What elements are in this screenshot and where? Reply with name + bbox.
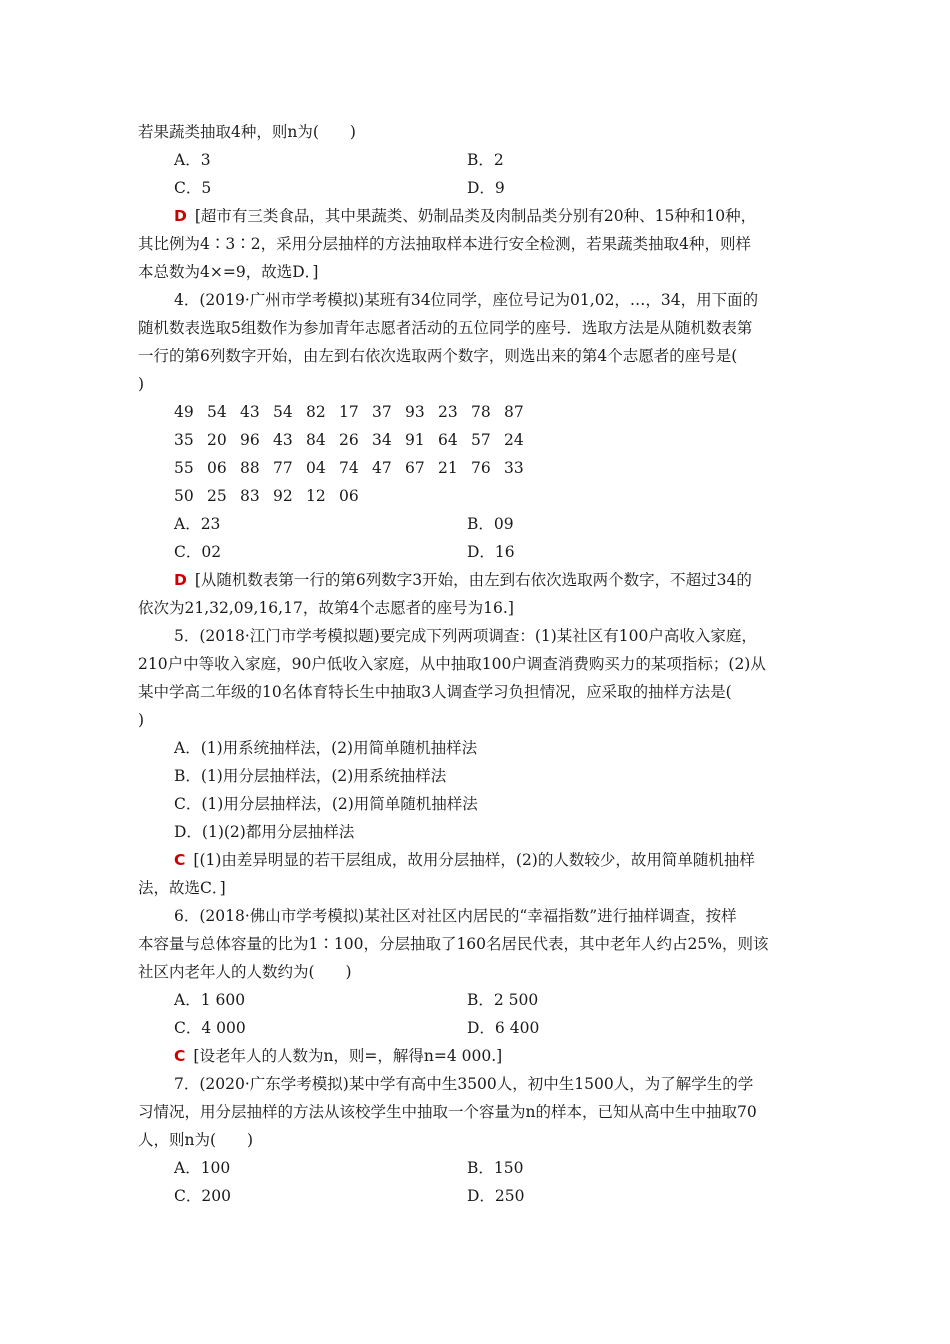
q3-option-d: D．9 bbox=[467, 179, 505, 197]
q5-answer: C bbox=[174, 851, 186, 869]
q4-option-b: B．09 bbox=[467, 515, 514, 533]
q3-options-row-2 bbox=[138, 174, 818, 202]
q7-option-c: C．200 bbox=[174, 1187, 231, 1205]
random-table-row-1: 49 54 43 54 82 17 37 93 23 78 87 bbox=[174, 403, 524, 421]
q4-answer: D bbox=[174, 571, 187, 589]
q3-explanation-line-1: D [超市有三类食品，其中果蔬类、奶制品类及肉制品类分别有20种、15种和10种， bbox=[174, 207, 757, 225]
q5-stem-line-3: 某中学高二年级的10名体育特长生中抽取3人调查学习负担情况，应采取的抽样方法是( bbox=[138, 683, 732, 701]
random-table-row-2: 35 20 96 43 84 26 34 91 64 57 24 bbox=[174, 431, 524, 449]
q5-stem-line-1: 5．(2018·江门市学考模拟题)要完成下列两项调查：(1)某社区有100户高收入家庭， bbox=[174, 627, 757, 645]
q3-option-c: C．5 bbox=[174, 179, 212, 197]
document-page bbox=[138, 118, 818, 1210]
q7-options-row-1 bbox=[138, 1154, 818, 1182]
q6-stem-line-3: 社区内老年人的人数约为( ) bbox=[138, 963, 352, 981]
q7-option-d: D．250 bbox=[467, 1187, 525, 1205]
q4-option-d: D．16 bbox=[467, 543, 515, 561]
q4-options-row-2 bbox=[138, 538, 818, 566]
q4-options-row-1 bbox=[138, 510, 818, 538]
q6-option-a: A．1 600 bbox=[174, 991, 246, 1009]
q5-stem-line-2: 210户中等收入家庭，90户低收入家庭，从中抽取100户调查消费购买力的某项指标；(2)从 bbox=[138, 655, 766, 673]
q4-stem-line-3: 一行的第6列数字开始，由左到右依次选取两个数字，则选出来的第4个志愿者的座号是( bbox=[138, 347, 738, 365]
q5-stem-line-4: ) bbox=[138, 711, 145, 729]
q7-options-row-2 bbox=[138, 1182, 818, 1210]
q4-stem-line-2: 随机数表选取5组数作为参加青年志愿者活动的五位同学的座号．选取方法是从随机数表第 bbox=[138, 319, 753, 337]
q3-option-a: A．3 bbox=[174, 151, 211, 169]
q4-explanation-line-1: D [从随机数表第一行的第6列数字3开始，由左到右依次选取两个数字，不超过34的 bbox=[174, 571, 752, 589]
random-table-row-3: 55 06 88 77 04 74 47 67 21 76 33 bbox=[174, 459, 524, 477]
q4-explanation-line-2: 依次为21,32,09,16,17，故第4个志愿者的座号为16.] bbox=[138, 599, 514, 617]
q4-option-c: C．02 bbox=[174, 543, 222, 561]
q3-answer: D bbox=[174, 207, 187, 225]
q6-stem-line-1: 6．(2018·佛山市学考模拟)某社区对社区内居民的“幸福指数”进行抽样调查，按样 bbox=[174, 907, 737, 925]
q6-options-row-2 bbox=[138, 1014, 818, 1042]
q6-stem-line-2: 本容量与总体容量的比为1∶100，分层抽取了160名居民代表，其中老年人约占25%，则该 bbox=[138, 935, 769, 953]
q3-stem-tail: 若果蔬类抽取4种，则n为( ) bbox=[138, 123, 356, 141]
q3-options-row-1 bbox=[138, 146, 818, 174]
q3-explanation-line-2: 其比例为4∶3∶2，采用分层抽样的方法抽取样本进行安全检测，若果蔬类抽取4种，则样 bbox=[138, 235, 751, 253]
q6-answer: C bbox=[174, 1047, 186, 1065]
q7-stem-line-3: 人，则n为( ) bbox=[138, 1131, 254, 1149]
q4-stem-line-1: 4．(2019·广州市学考模拟)某班有34位同学，座位号记为01,02，…，34，用下面的 bbox=[174, 291, 759, 309]
q6-option-d: D．6 400 bbox=[467, 1019, 540, 1037]
q5-option-a: A．(1)用系统抽样法，(2)用简单随机抽样法 bbox=[174, 739, 478, 757]
q4-option-a: A．23 bbox=[174, 515, 221, 533]
q3-explanation-line-3: 本总数为4×=9，故选D．] bbox=[138, 263, 319, 281]
q5-explanation-line-2: 法，故选C．] bbox=[138, 879, 226, 897]
q4-stem-line-4: ) bbox=[138, 375, 145, 393]
q5-explanation-line-1: C [(1)由差异明显的若干层组成，故用分层抽样，(2)的人数较少，故用简单随机抽样 bbox=[174, 851, 755, 869]
random-table-row-4: 50 25 83 92 12 06 bbox=[174, 487, 359, 505]
q5-option-c: C．(1)用分层抽样法，(2)用简单随机抽样法 bbox=[174, 795, 478, 813]
q6-option-b: B．2 500 bbox=[467, 991, 539, 1009]
q5-option-d: D．(1)(2)都用分层抽样法 bbox=[174, 823, 355, 841]
q3-option-b: B．2 bbox=[467, 151, 504, 169]
q7-option-a: A．100 bbox=[174, 1159, 231, 1177]
q6-explanation-line-1: C [设老年人的人数为n，则=，解得n=4 000.] bbox=[174, 1047, 503, 1065]
q7-stem-line-1: 7．(2020·广东学考模拟)某中学有高中生3500人，初中生1500人，为了解学生的学 bbox=[174, 1075, 754, 1093]
q7-option-b: B．150 bbox=[467, 1159, 524, 1177]
q6-option-c: C．4 000 bbox=[174, 1019, 246, 1037]
q6-options-row-1 bbox=[138, 986, 818, 1014]
q5-option-b: B．(1)用分层抽样法，(2)用系统抽样法 bbox=[174, 767, 447, 785]
q7-stem-line-2: 习情况，用分层抽样的方法从该校学生中抽取一个容量为n的样本，已知从高中生中抽取70 bbox=[138, 1103, 757, 1121]
